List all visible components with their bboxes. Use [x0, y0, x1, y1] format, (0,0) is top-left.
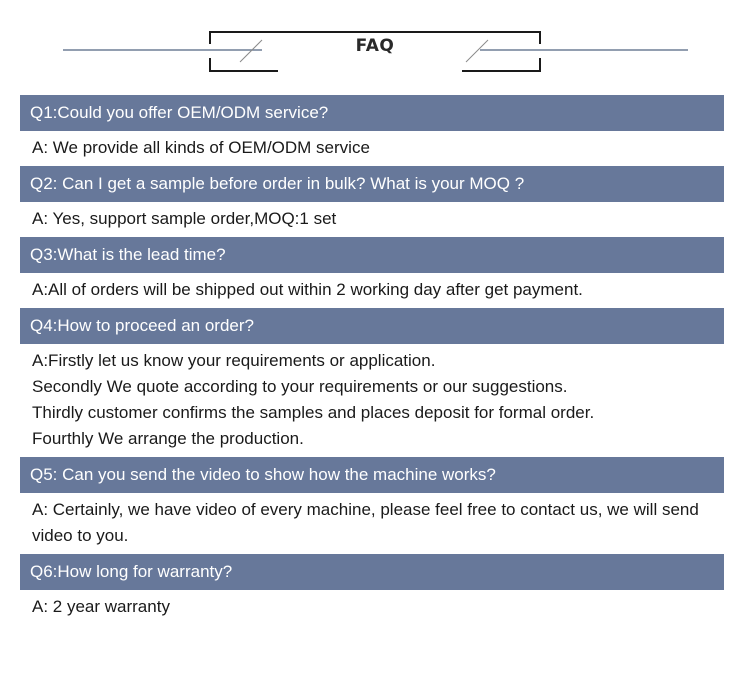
- question-bar: Q6:How long for warranty?: [20, 554, 724, 590]
- answer-line: A:Firstly let us know your requirements or application.: [32, 351, 436, 370]
- faq-item-6: [20, 554, 724, 625]
- answer: [20, 590, 724, 625]
- question-bar: Q2: Can I get a sample before order in bulk? What is your MOQ ?: [20, 166, 724, 202]
- answer-line: A: Yes, support sample order,MOQ:1 set: [32, 209, 337, 228]
- answer-line: A: Certainly, we have video of every machine, please feel free to contact us, we will send video to you.: [32, 500, 699, 545]
- answer-line: Secondly We quote according to your requirements or our suggestions.: [32, 377, 568, 396]
- answer: [20, 202, 724, 237]
- faq-item-1: [20, 95, 724, 166]
- faq-header: [0, 0, 750, 90]
- question-bar: Q1:Could you offer OEM/ODM service?: [20, 95, 724, 131]
- answer: [20, 493, 724, 554]
- answer-line: A:All of orders will be shipped out within 2 working day after get payment.: [32, 280, 583, 299]
- faq-item-5: [20, 457, 724, 554]
- faq-title: FAQ: [355, 36, 395, 56]
- answer-line: A: We provide all kinds of OEM/ODM service: [32, 138, 370, 157]
- answer: [20, 131, 724, 166]
- faq-item-2: [20, 166, 724, 237]
- answer-line: Thirdly customer confirms the samples and places deposit for formal order.: [32, 403, 595, 422]
- question-bar: Q4:How to proceed an order?: [20, 308, 724, 344]
- faq-list: [20, 95, 724, 625]
- answer: [20, 344, 724, 457]
- question-bar: Q3:What is the lead time?: [20, 237, 724, 273]
- answer-line: A: 2 year warranty: [32, 597, 170, 616]
- answer-line: Fourthly We arrange the production.: [32, 429, 304, 448]
- faq-item-3: [20, 237, 724, 308]
- faq-item-4: [20, 308, 724, 457]
- answer: [20, 273, 724, 308]
- question-bar: Q5: Can you send the video to show how the machine works?: [20, 457, 724, 493]
